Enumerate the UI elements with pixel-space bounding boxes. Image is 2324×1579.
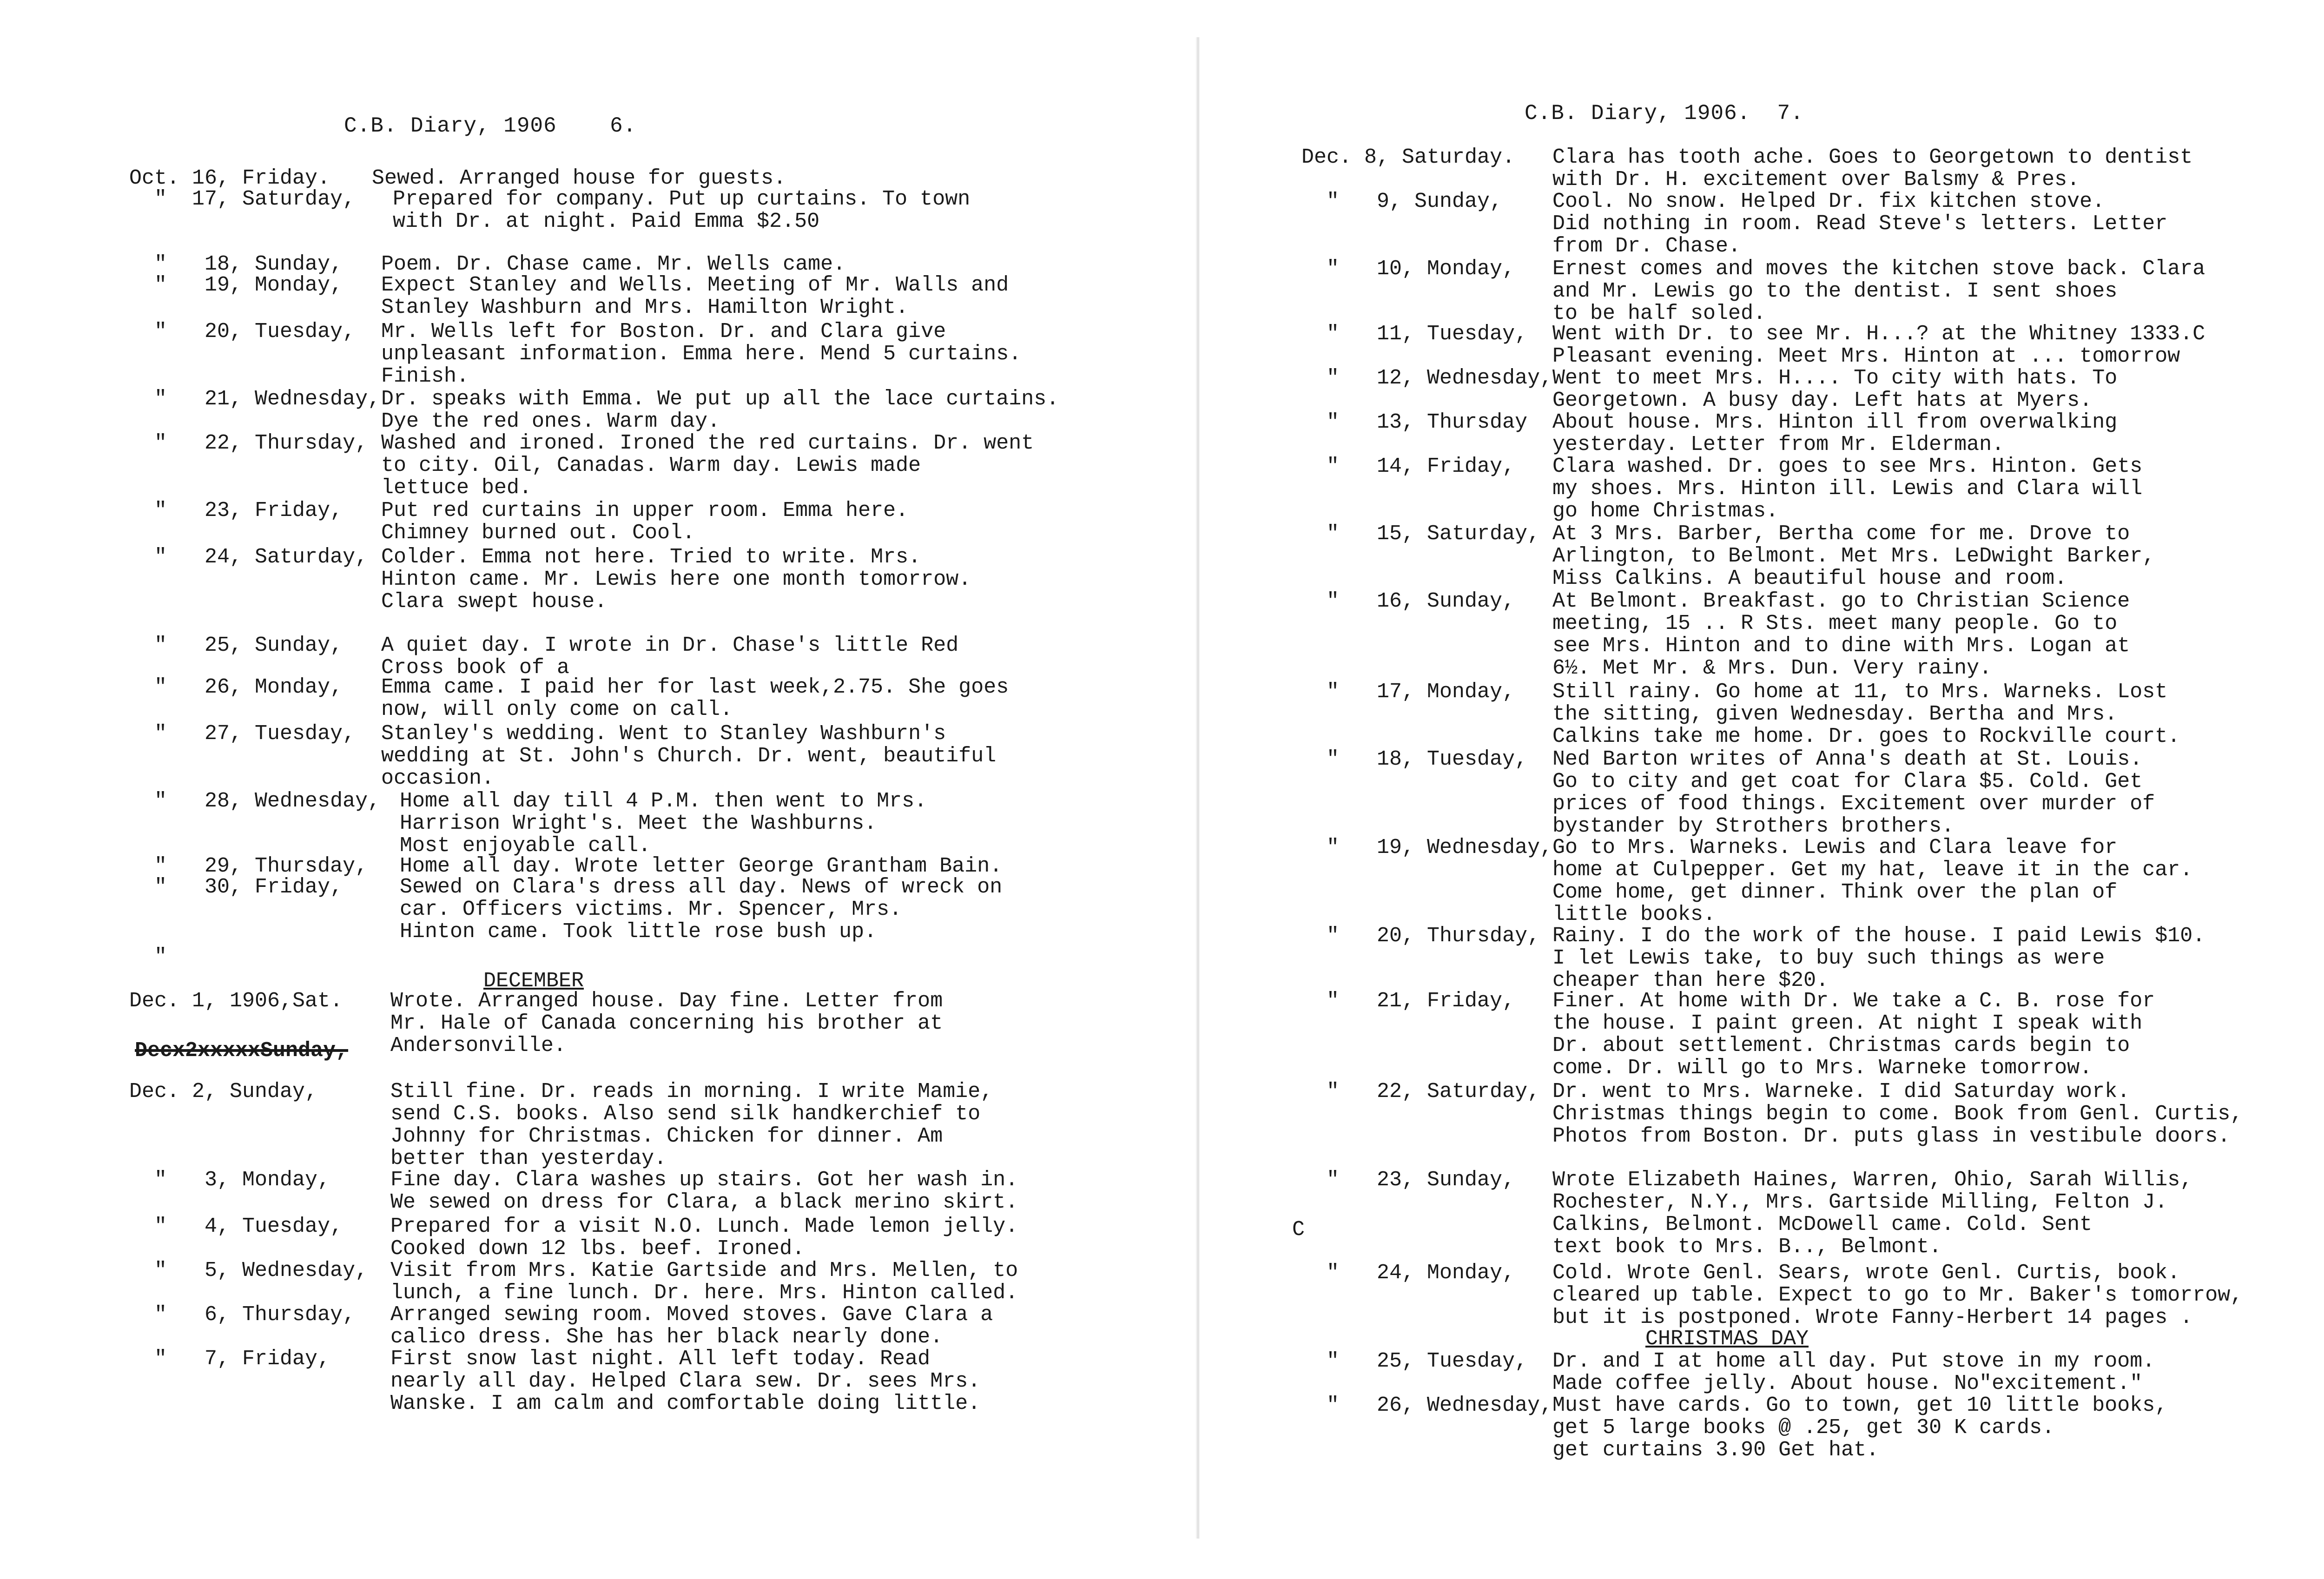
page-header: C.B. Diary, 1906 6. [344,114,637,138]
entry-date: " 23, Friday, [129,499,343,522]
entry-date: " 21, Friday, [1301,989,1515,1013]
entry-text: Dr. and I at home all day. Put stove in my room. Made coffee jelly. About house. No"excitement." [1552,1349,2155,1395]
entry-text: Must have cards. Go to town, get 10 little books, get 5 large books @ .25, get 30 K cards. get curtains 3.90 Get hat. [1552,1394,2168,1462]
entry-date: " 4, Tuesday, [129,1215,343,1238]
entry-text: Went with Dr. to see Mr. H...? at the Whitney 1333.C Pleasant evening. Meet Mrs. Hinton at ... tomorrow [1552,322,2205,368]
entry-text: First snow last night. All left today. Read nearly all day. Helped Clara sew. Dr. sees Mrs. Wanske. I am calm and comfortable doing little. [390,1347,981,1415]
entry-text: Wrote Elizabeth Haines, Warren, Ohio, Sarah Willis, Rochester, N.Y., Mrs. Gartside Milling, Felton J. Calkins, Belmont. McDowell came. Cold. Sent text book to Mrs. B.., Belmont. [1552,1168,2193,1259]
entry-date: Oct. 16, Friday. [129,166,330,190]
entry-date: " 19, Monday, [129,273,343,297]
entry-text: Expect Stanley and Wells. Meeting of Mr. Walls and Stanley Washburn and Mrs. Hamilton Wright. [381,273,1009,319]
entry-text: Still fine. Dr. reads in morning. I write Mamie, send C.S. books. Also send silk handkerchief to Johnny for Christmas. Chicken for dinner. Am better than yesterday. [390,1080,993,1170]
entry-text: Arranged sewing room. Moved stoves. Gave Clara a calico dress. She has her black nearly done. [390,1303,993,1349]
entry-date: Dec. 2, Sunday, [129,1080,318,1103]
entry-text: Fine day. Clara washes up stairs. Got her wash in. We sewed on dress for Clara, a black merino skirt. [390,1168,1018,1214]
entry-date: " 5, Wednesday, [129,1259,368,1282]
entry-text: Home all day. Wrote letter George Grantham Bain. [400,854,1003,878]
entry-text: Wrote. Arranged house. Day fine. Letter from Mr. Hale of Canada concerning his brother at Andersonville. [390,989,943,1057]
entry-text: Still rainy. Go home at 11, to Mrs. Warneks. Lost the sitting, given Wednesday. Bertha and Mrs. Calkins take me home. Dr. goes to Rockville court. [1552,680,2180,748]
entry-date: " 16, Sunday, [1301,589,1515,613]
entry-date: " 17, Saturday, [129,187,356,211]
entry-date: " 3, Monday, [129,1168,330,1192]
entry-text: About house. Mrs. Hinton ill from overwalking yesterday. Letter from Mr. Elderman. [1552,410,2118,456]
entry-date: " 10, Monday, [1301,257,1515,281]
entry-text: Put red curtains in upper room. Emma here. Chimney burned out. Cool. [381,499,909,545]
entry-text: Ernest comes and moves the kitchen stove back. Clara and Mr. Lewis go to the dentist. I sent shoes to be half soled. [1552,257,2205,325]
entry-text: A quiet day. I wrote in Dr. Chase's little Red Cross book of a [381,634,959,680]
page-header: C.B. Diary, 1906. 7. [1525,101,1804,126]
entry-date: " 18, Tuesday, [1301,747,1528,771]
entry-text: At Belmont. Breakfast. go to Christian Science meeting, 15 .. R Sts. meet many people. Go to see Mrs. Hinton and to dine with Mrs. Logan at 6½. Met Mr. & Mrs. Dun. Very rainy. [1552,589,2130,680]
entry-date: " 12, Wednesday, [1301,366,1553,390]
entry-text: Cool. No snow. Helped Dr. fix kitchen stove. Did nothing in room. Read Steve's letters. Letter from Dr. Chase. [1552,190,2168,258]
entry-date: " 29, Thursday, [129,854,368,878]
entry-text: Prepared for company. Put up curtains. To town with Dr. at night. Paid Emma $2.50 [393,187,971,233]
entry-date: " 24, Saturday, [129,545,368,569]
entry-text: Cold. Wrote Genl. Sears, wrote Genl. Curtis, book. cleared up table. Expect to go to Mr. Baker's tomorrow, but it is postponed. Wrote Fanny-Herbert 14 pages . [1552,1261,2243,1329]
entry-date: " 26, Monday, [129,675,343,699]
entry-text: Colder. Emma not here. Tried to write. Mrs. Hinton came. Mr. Lewis here one month tomorrow. Clara swept house. [381,545,971,614]
entry-text: At 3 Mrs. Barber, Bertha come for me. Drove to Arlington, to Belmont. Met Mrs. LeDwight Barker, Miss Calkins. A beautiful house and room. [1552,522,2155,590]
entry-text: Clara has tooth ache. Goes to Georgetown to dentist with Dr. H. excitement over Balsmy & Pres. [1552,145,2193,192]
entry-date: " [129,945,167,969]
margin-note: C [1292,1218,1305,1242]
entry-date: " 17, Monday, [1301,680,1515,704]
entry-date: " 20, Tuesday, [129,320,356,344]
page-gutter [1195,37,1200,1539]
entry-date: " 21, Wednesday, [129,387,381,411]
december-heading: DECEMBER [483,969,584,993]
entry-date: " 18, Sunday, [129,252,343,276]
entry-text: Ned Barton writes of Anna's death at St. Louis. Go to city and get coat for Clara $5. Cold. Get prices of food things. Excitement over murder of bystander by Strothers brothers. [1552,747,2155,838]
entry-date: " 23, Sunday, [1301,1168,1515,1192]
entry-text: Sewed. Arranged house for guests. [372,166,786,190]
entry-date: " 22, Saturday, [1301,1080,1540,1103]
entry-text: Visit from Mrs. Katie Gartside and Mrs. Mellen, to lunch, a fine lunch. Dr. here. Mrs. Hinton called. [390,1259,1018,1305]
entry-date: " 26, Wednesday, [1301,1394,1553,1417]
entry-date: " 11, Tuesday, [1301,322,1528,346]
entry-date: " 15, Saturday, [1301,522,1540,546]
entry-date: Dec. 1, 1906,Sat. [129,989,343,1013]
entry-text: Rainy. I do the work of the house. I paid Lewis $10. I let Lewis take, to buy such things as were cheaper than here $20. [1552,924,2205,992]
entry-text: Finer. At home with Dr. We take a C. B. rose for the house. I paint green. At night I speak with Dr. about settlement. Christmas cards begin to come. Dr. will go to Mrs. Warneke tomorrow. [1552,989,2155,1080]
entry-date: " 30, Friday, [129,875,343,899]
entry-text: Emma came. I paid her for last week,2.75. She goes now, will only come on call. [381,675,1009,721]
christmas-day-heading: CHRISTMAS DAY [1645,1327,1809,1351]
entry-text: Poem. Dr. Chase came. Mr. Wells came. [381,252,846,276]
entry-date: " 22, Thursday, [129,431,368,455]
entry-date: " 27, Tuesday, [129,722,356,746]
struck-line: Decx2xxxxxSunday, [135,1039,349,1063]
entry-date: " 24, Monday, [1301,1261,1515,1285]
entry-date: " 28, Wednesday, [129,789,381,813]
entry-text: Dr. went to Mrs. Warneke. I did Saturday work. Christmas things begin to come. Book from Genl. Curtis, Photos from Boston. Dr. puts glass in vestibule doors. [1552,1080,2243,1148]
entry-date: " 25, Tuesday, [1301,1349,1528,1373]
entry-date: " 19, Wednesday, [1301,836,1553,859]
entry-date: " 20, Thursday, [1301,924,1540,948]
right-page [1208,0,2324,1579]
entry-text: Stanley's wedding. Went to Stanley Washburn's wedding at St. John's Church. Dr. went, beautiful occasion. [381,722,997,790]
entry-date: " 7, Friday, [129,1347,330,1371]
entry-date: " 14, Friday, [1301,455,1515,478]
entry-date: " 6, Thursday, [129,1303,356,1327]
entry-text: Go to Mrs. Warneks. Lewis and Clara leave for home at Culpepper. Get my hat, leave it in the car. Come home, get dinner. Think over the plan of little books. [1552,836,2193,926]
entry-text: Washed and ironed. Ironed the red curtains. Dr. went to city. Oil, Canadas. Warm day. Lewis made lettuce bed. [381,431,1034,500]
entry-text: Dr. speaks with Emma. We put up all the lace curtains. Dye the red ones. Warm day. [381,387,1059,433]
entry-text: Home all day till 4 P.M. then went to Mrs. Harrison Wright's. Meet the Washburns. Most enjoyable call. [400,789,927,858]
entry-text: Mr. Wells left for Boston. Dr. and Clara give unpleasant information. Emma here. Mend 5 curtains. Finish. [381,320,1022,388]
entry-text: Sewed on Clara's dress all day. News of wreck on car. Officers victims. Mr. Spencer, Mrs. Hinton came. Took little rose bush up. [400,875,1003,944]
entry-date: Dec. 8, Saturday. [1301,145,1515,169]
entry-text: Prepared for a visit N.O. Lunch. Made lemon jelly. Cooked down 12 lbs. beef. Ironed. [390,1215,1018,1261]
entry-text: Went to meet Mrs. H.... To city with hats. To Georgetown. A busy day. Left hats at Myers. [1552,366,2118,412]
entry-date: " 25, Sunday, [129,634,343,657]
entry-date: " 13, Thursday [1301,410,1528,434]
entry-text: Clara washed. Dr. goes to see Mrs. Hinton. Gets my shoes. Mrs. Hinton ill. Lewis and Clara will go home Christmas. [1552,455,2143,523]
entry-date: " 9, Sunday, [1301,190,1503,213]
